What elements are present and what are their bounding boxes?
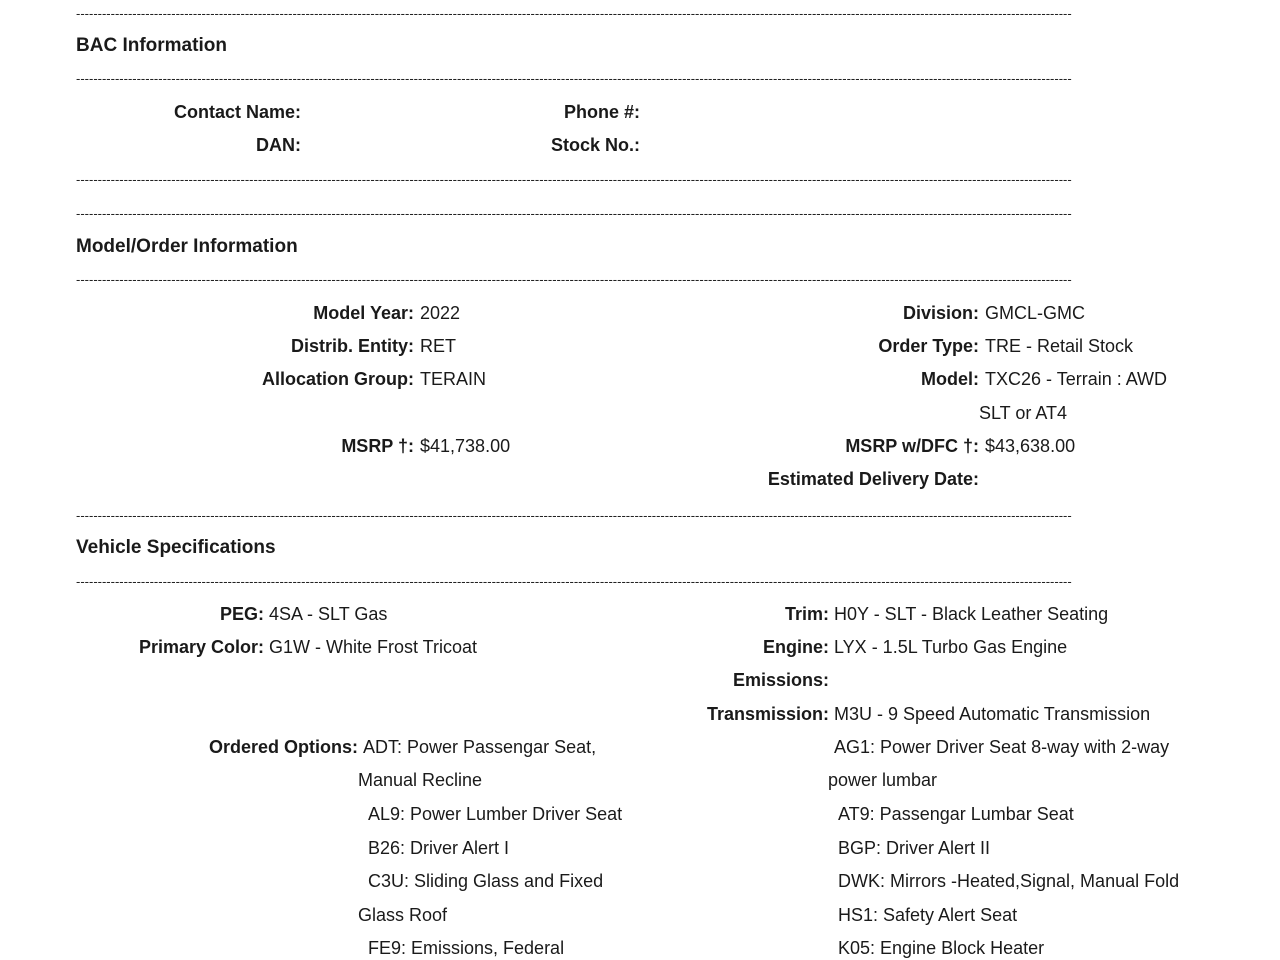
option-item: K05: Engine Block Heater — [838, 938, 1045, 958]
division-label: Division: — [902, 303, 979, 323]
separator-line: -------------------------------------------------------------------------------------------------------------------------------------------------------------------------------------------------------------------------------------- — [76, 6, 1072, 21]
estimated-delivery-label: Estimated Delivery Date: — [767, 469, 979, 489]
msrp-label: MSRP †: — [341, 436, 414, 456]
option-item: HS1: Safety Alert Seat — [838, 905, 1018, 925]
division-value: GMCL-GMC — [985, 303, 1085, 323]
section-title-vehicle-specs: Vehicle Specifications — [76, 537, 276, 558]
dan-label: DAN: — [256, 135, 301, 155]
section-title-bac: BAC Information — [76, 35, 227, 56]
separator-line: -------------------------------------------------------------------------------------------------------------------------------------------------------------------------------------------------------------------------------------- — [76, 508, 1072, 523]
option-item: Glass Roof — [358, 905, 448, 925]
option-item: AG1: Power Driver Seat 8-way with 2-way — [834, 737, 1170, 757]
primary-color-value: G1W - White Frost Tricoat — [269, 637, 478, 657]
option-item: DWK: Mirrors -Heated,Signal, Manual Fold — [838, 871, 1180, 891]
model-value: TXC26 - Terrain : AWD — [985, 369, 1168, 389]
separator-line: -------------------------------------------------------------------------------------------------------------------------------------------------------------------------------------------------------------------------------------- — [76, 206, 1072, 221]
distrib-entity-value: RET — [420, 336, 456, 356]
separator-line: -------------------------------------------------------------------------------------------------------------------------------------------------------------------------------------------------------------------------------------- — [76, 272, 1072, 287]
trim-value: H0Y - SLT - Black Leather Seating — [834, 604, 1109, 624]
option-item: BGP: Driver Alert II — [838, 838, 991, 858]
option-item: power lumbar — [828, 770, 938, 790]
stock-number-label: Stock No.: — [550, 135, 640, 155]
option-item: B26: Driver Alert I — [368, 838, 510, 858]
phone-label: Phone #: — [563, 102, 640, 122]
model-year-label: Model Year: — [313, 303, 414, 323]
peg-label: PEG: — [219, 604, 264, 624]
trim-label: Trim: — [784, 604, 829, 624]
contact-name-label: Contact Name: — [173, 102, 301, 122]
msrp-value: $41,738.00 — [420, 436, 511, 456]
order-type-label: Order Type: — [878, 336, 979, 356]
peg-value: 4SA - SLT Gas — [269, 604, 388, 624]
separator-line: -------------------------------------------------------------------------------------------------------------------------------------------------------------------------------------------------------------------------------------- — [76, 71, 1072, 86]
model-label: Model: — [921, 369, 979, 389]
primary-color-label: Primary Color: — [138, 637, 264, 657]
msrp-dfc-value: $43,638.00 — [985, 436, 1076, 456]
option-item: ADT: Power Passengar Seat, — [363, 737, 597, 757]
option-item: C3U: Sliding Glass and Fixed — [368, 871, 604, 891]
transmission-value: M3U - 9 Speed Automatic Transmission — [834, 704, 1151, 724]
separator-line: -------------------------------------------------------------------------------------------------------------------------------------------------------------------------------------------------------------------------------------- — [76, 574, 1072, 589]
section-title-model-order: Model/Order Information — [76, 236, 298, 257]
msrp-dfc-label: MSRP w/DFC †: — [845, 436, 979, 456]
option-item: Manual Recline — [358, 770, 483, 790]
allocation-group-value: TERAIN — [420, 369, 487, 389]
separator-line: -------------------------------------------------------------------------------------------------------------------------------------------------------------------------------------------------------------------------------------- — [76, 172, 1072, 187]
model-year-value: 2022 — [420, 303, 461, 323]
distrib-entity-label: Distrib. Entity: — [290, 336, 414, 356]
emissions-label: Emissions: — [732, 670, 829, 690]
engine-label: Engine: — [763, 637, 829, 657]
option-item: AL9: Power Lumber Driver Seat — [368, 804, 623, 824]
option-item: AT9: Passengar Lumbar Seat — [838, 804, 1074, 824]
ordered-options-label: Ordered Options: — [208, 737, 358, 757]
order-type-value: TRE - Retail Stock — [985, 336, 1134, 356]
option-item: FE9: Emissions, Federal — [368, 938, 565, 958]
model-value-continued: SLT or AT4 — [979, 403, 1068, 423]
allocation-group-label: Allocation Group: — [262, 369, 414, 389]
transmission-label: Transmission: — [706, 704, 829, 724]
engine-value: LYX - 1.5L Turbo Gas Engine — [834, 637, 1068, 657]
